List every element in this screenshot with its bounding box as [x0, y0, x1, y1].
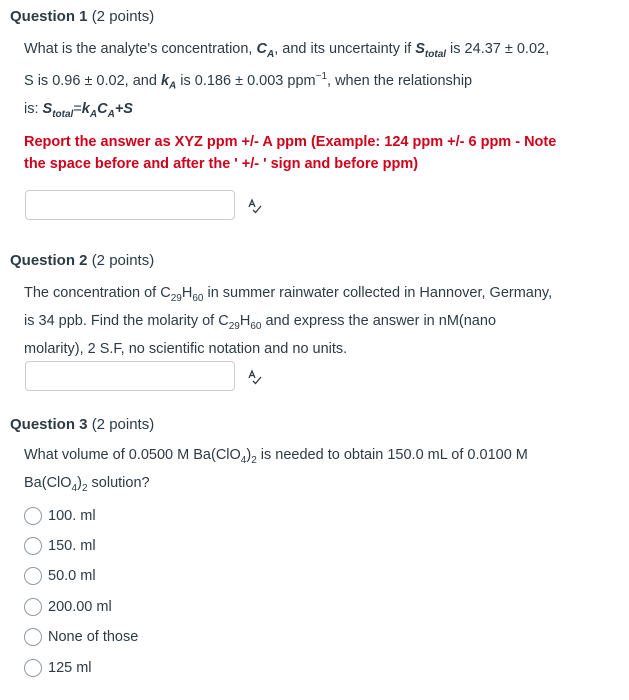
radio-button[interactable]	[24, 598, 42, 616]
question-2-title: Question 2 (2 points)	[10, 252, 155, 269]
question-2-text: The concentration of $C_{29}H_{60}$ in summer rainwater collected in Hannover, Germany, is 34 ppb. Find the molarity of $C_{29}H_{60}$ and express the answer in nM(nano molarity), 2 S.F, no scientific notation and no units.	[24, 285, 553, 357]
radio-button[interactable]	[24, 659, 42, 677]
question-1-note: Report the answer as XYZ ppm +/- A ppm (Example: 124 ppm +/- 6 ppm - Note the space before and after the ' +/- ' sign and before ppm)	[24, 134, 557, 172]
option-label: 150. ml	[48, 538, 96, 554]
spellcheck-icon[interactable]	[246, 369, 262, 385]
option-label: 100. ml	[48, 508, 96, 524]
radio-button[interactable]	[24, 567, 42, 585]
question-1-text: What is the analyte's concentration, $C_A$, and its uncertainty if $S_{total}$ is 24.37 ± 0.02, S is 0.96 ± 0.02, and $k_A$ is 0.186 ± 0.003 ppm$^{-1}$, when the relationship is: $S_{total}=k_AC_A+S$	[24, 41, 550, 120]
radio-button[interactable]	[24, 628, 42, 646]
question-1-answer-input[interactable]	[25, 190, 235, 220]
radio-button[interactable]	[24, 507, 42, 525]
option-label: 50.0 ml	[48, 568, 96, 584]
answer-option[interactable]	[24, 626, 138, 648]
question-3-title: Question 3 (2 points)	[10, 416, 155, 433]
question-3-text: What volume of 0.0500 M $Ba(ClO_4)_2$ is needed to obtain 150.0 mL of 0.0100 M $Ba(ClO_4)_2$ solution?	[24, 447, 528, 494]
option-label: None of those	[48, 629, 139, 645]
answer-option[interactable]	[24, 596, 112, 618]
option-label: 125 ml	[48, 660, 92, 676]
answer-option[interactable]	[24, 535, 96, 557]
answer-option[interactable]	[24, 657, 92, 679]
question-2-answer-input[interactable]	[25, 361, 235, 391]
answer-option[interactable]	[24, 505, 96, 527]
spellcheck-icon[interactable]	[246, 198, 262, 214]
answer-option[interactable]	[24, 565, 96, 587]
option-label: 200.00 ml	[48, 599, 112, 615]
radio-button[interactable]	[24, 537, 42, 555]
question-1-title: Question 1 (2 points)	[10, 8, 155, 25]
